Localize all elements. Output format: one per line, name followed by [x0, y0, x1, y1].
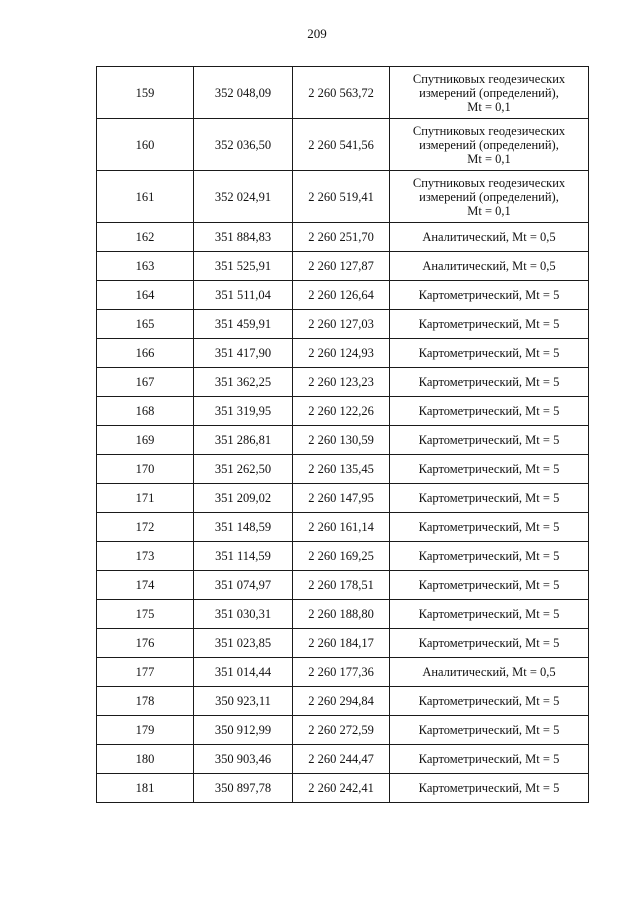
x-coordinate-cell: 351 286,81 — [194, 426, 293, 455]
point-number-cell: 169 — [97, 426, 194, 455]
y-coordinate-cell: 2 260 251,70 — [293, 223, 390, 252]
y-coordinate-cell: 2 260 122,26 — [293, 397, 390, 426]
method-line: Картометрический, Mt = 5 — [418, 520, 560, 534]
table-row — [97, 745, 589, 774]
method-line: Спутниковых геодезических — [412, 175, 566, 190]
y-coordinate-cell: 2 260 244,47 — [293, 745, 390, 774]
point-number-cell: 175 — [97, 600, 194, 629]
table-row — [97, 455, 589, 484]
point-number-cell: 170 — [97, 455, 194, 484]
method-cell — [390, 426, 589, 455]
method-cell — [390, 455, 589, 484]
method-line: Картометрический, Mt = 5 — [418, 607, 560, 621]
method-line: Картометрический, Mt = 5 — [418, 317, 560, 331]
table-row — [97, 629, 589, 658]
method-line: Картометрический, Mt = 5 — [418, 462, 560, 476]
method-line: Mt = 0,1 — [467, 151, 511, 166]
method-line: Картометрический, Mt = 5 — [418, 636, 560, 650]
y-coordinate-cell: 2 260 169,25 — [293, 542, 390, 571]
x-coordinate-cell: 350 912,99 — [194, 716, 293, 745]
table-row — [97, 658, 589, 687]
point-number-cell: 166 — [97, 339, 194, 368]
point-number-cell: 164 — [97, 281, 194, 310]
x-coordinate-cell: 351 511,04 — [194, 281, 293, 310]
method-line: Картометрический, Mt = 5 — [418, 752, 560, 766]
table-row — [97, 716, 589, 745]
x-coordinate-cell: 351 014,44 — [194, 658, 293, 687]
table-row — [97, 513, 589, 542]
y-coordinate-cell: 2 260 177,36 — [293, 658, 390, 687]
method-line: измерений (определений), — [419, 85, 559, 100]
table-row — [97, 368, 589, 397]
point-number-cell: 180 — [97, 745, 194, 774]
y-coordinate-cell: 2 260 127,87 — [293, 252, 390, 281]
method-cell — [390, 513, 589, 542]
point-number-cell: 176 — [97, 629, 194, 658]
method-cell — [390, 397, 589, 426]
x-coordinate-cell: 351 884,83 — [194, 223, 293, 252]
x-coordinate-cell: 350 903,46 — [194, 745, 293, 774]
method-cell — [390, 368, 589, 397]
table-row — [97, 310, 589, 339]
x-coordinate-cell: 350 923,11 — [194, 687, 293, 716]
y-coordinate-cell: 2 260 563,72 — [293, 67, 390, 119]
y-coordinate-cell: 2 260 188,80 — [293, 600, 390, 629]
method-cell — [390, 774, 589, 803]
table-row — [97, 252, 589, 281]
y-coordinate-cell: 2 260 161,14 — [293, 513, 390, 542]
method-cell — [390, 542, 589, 571]
method-line: Картометрический, Mt = 5 — [418, 375, 560, 389]
x-coordinate-cell: 351 030,31 — [194, 600, 293, 629]
table-row — [97, 281, 589, 310]
y-coordinate-cell: 2 260 294,84 — [293, 687, 390, 716]
page-number: 209 — [307, 26, 327, 41]
x-coordinate-cell: 351 114,59 — [194, 542, 293, 571]
method-line: Картометрический, Mt = 5 — [418, 694, 560, 708]
y-coordinate-cell: 2 260 135,45 — [293, 455, 390, 484]
table-row — [97, 119, 589, 171]
point-number-cell: 162 — [97, 223, 194, 252]
point-number-cell: 179 — [97, 716, 194, 745]
table-row — [97, 542, 589, 571]
coordinates-table-body — [97, 67, 589, 803]
method-line: Картометрический, Mt = 5 — [418, 723, 560, 737]
table-row — [97, 171, 589, 223]
y-coordinate-cell: 2 260 124,93 — [293, 339, 390, 368]
y-coordinate-cell: 2 260 130,59 — [293, 426, 390, 455]
y-coordinate-cell: 2 260 242,41 — [293, 774, 390, 803]
method-line: Аналитический, Mt = 0,5 — [422, 665, 556, 679]
y-coordinate-cell: 2 260 184,17 — [293, 629, 390, 658]
x-coordinate-cell: 352 024,91 — [194, 171, 293, 223]
table-row — [97, 484, 589, 513]
x-coordinate-cell: 351 023,85 — [194, 629, 293, 658]
point-number-cell: 178 — [97, 687, 194, 716]
method-cell — [390, 119, 589, 171]
method-cell — [390, 67, 589, 119]
method-line: Картометрический, Mt = 5 — [418, 491, 560, 505]
table-row — [97, 223, 589, 252]
method-line: Картометрический, Mt = 5 — [418, 346, 560, 360]
method-cell — [390, 310, 589, 339]
point-number-cell: 173 — [97, 542, 194, 571]
point-number-cell: 177 — [97, 658, 194, 687]
table-row — [97, 687, 589, 716]
method-line: измерений (определений), — [419, 137, 559, 152]
table-row — [97, 571, 589, 600]
x-coordinate-cell: 351 262,50 — [194, 455, 293, 484]
method-line: Картометрический, Mt = 5 — [418, 288, 560, 302]
point-number-cell: 161 — [97, 171, 194, 223]
method-line: Аналитический, Mt = 0,5 — [422, 230, 556, 244]
table-row — [97, 426, 589, 455]
method-cell — [390, 716, 589, 745]
table-row — [97, 774, 589, 803]
method-cell — [390, 171, 589, 223]
method-cell — [390, 600, 589, 629]
method-line: Картометрический, Mt = 5 — [418, 433, 560, 447]
y-coordinate-cell: 2 260 126,64 — [293, 281, 390, 310]
method-cell — [390, 571, 589, 600]
x-coordinate-cell: 351 074,97 — [194, 571, 293, 600]
x-coordinate-cell: 351 417,90 — [194, 339, 293, 368]
point-number-cell: 181 — [97, 774, 194, 803]
method-cell — [390, 223, 589, 252]
coordinates-table — [96, 66, 589, 803]
x-coordinate-cell: 351 148,59 — [194, 513, 293, 542]
y-coordinate-cell: 2 260 178,51 — [293, 571, 390, 600]
point-number-cell: 160 — [97, 119, 194, 171]
y-coordinate-cell: 2 260 147,95 — [293, 484, 390, 513]
method-line: Картометрический, Mt = 5 — [418, 578, 560, 592]
method-cell — [390, 252, 589, 281]
x-coordinate-cell: 351 459,91 — [194, 310, 293, 339]
point-number-cell: 171 — [97, 484, 194, 513]
method-cell — [390, 339, 589, 368]
y-coordinate-cell: 2 260 272,59 — [293, 716, 390, 745]
method-line: Mt = 0,1 — [467, 99, 511, 114]
x-coordinate-cell: 351 209,02 — [194, 484, 293, 513]
method-line: Картометрический, Mt = 5 — [418, 781, 560, 795]
point-number-cell: 174 — [97, 571, 194, 600]
method-line: Mt = 0,1 — [467, 203, 511, 218]
y-coordinate-cell: 2 260 541,56 — [293, 119, 390, 171]
y-coordinate-cell: 2 260 127,03 — [293, 310, 390, 339]
method-line: Картометрический, Mt = 5 — [418, 549, 560, 563]
point-number-cell: 172 — [97, 513, 194, 542]
method-cell — [390, 484, 589, 513]
table-row — [97, 339, 589, 368]
method-line: Спутниковых геодезических — [412, 71, 566, 86]
method-line: Аналитический, Mt = 0,5 — [422, 259, 556, 273]
method-line: Спутниковых геодезических — [412, 123, 566, 138]
x-coordinate-cell: 352 048,09 — [194, 67, 293, 119]
x-coordinate-cell: 351 525,91 — [194, 252, 293, 281]
method-line: Картометрический, Mt = 5 — [418, 404, 560, 418]
method-cell — [390, 745, 589, 774]
y-coordinate-cell: 2 260 123,23 — [293, 368, 390, 397]
point-number-cell: 163 — [97, 252, 194, 281]
point-number-cell: 168 — [97, 397, 194, 426]
y-coordinate-cell: 2 260 519,41 — [293, 171, 390, 223]
x-coordinate-cell: 352 036,50 — [194, 119, 293, 171]
table-row — [97, 67, 589, 119]
table-row — [97, 600, 589, 629]
method-cell — [390, 687, 589, 716]
method-line: измерений (определений), — [419, 189, 559, 204]
x-coordinate-cell: 351 362,25 — [194, 368, 293, 397]
x-coordinate-cell: 350 897,78 — [194, 774, 293, 803]
x-coordinate-cell: 351 319,95 — [194, 397, 293, 426]
point-number-cell: 167 — [97, 368, 194, 397]
method-cell — [390, 281, 589, 310]
method-cell — [390, 629, 589, 658]
table-row — [97, 397, 589, 426]
point-number-cell: 165 — [97, 310, 194, 339]
point-number-cell: 159 — [97, 67, 194, 119]
method-cell — [390, 658, 589, 687]
